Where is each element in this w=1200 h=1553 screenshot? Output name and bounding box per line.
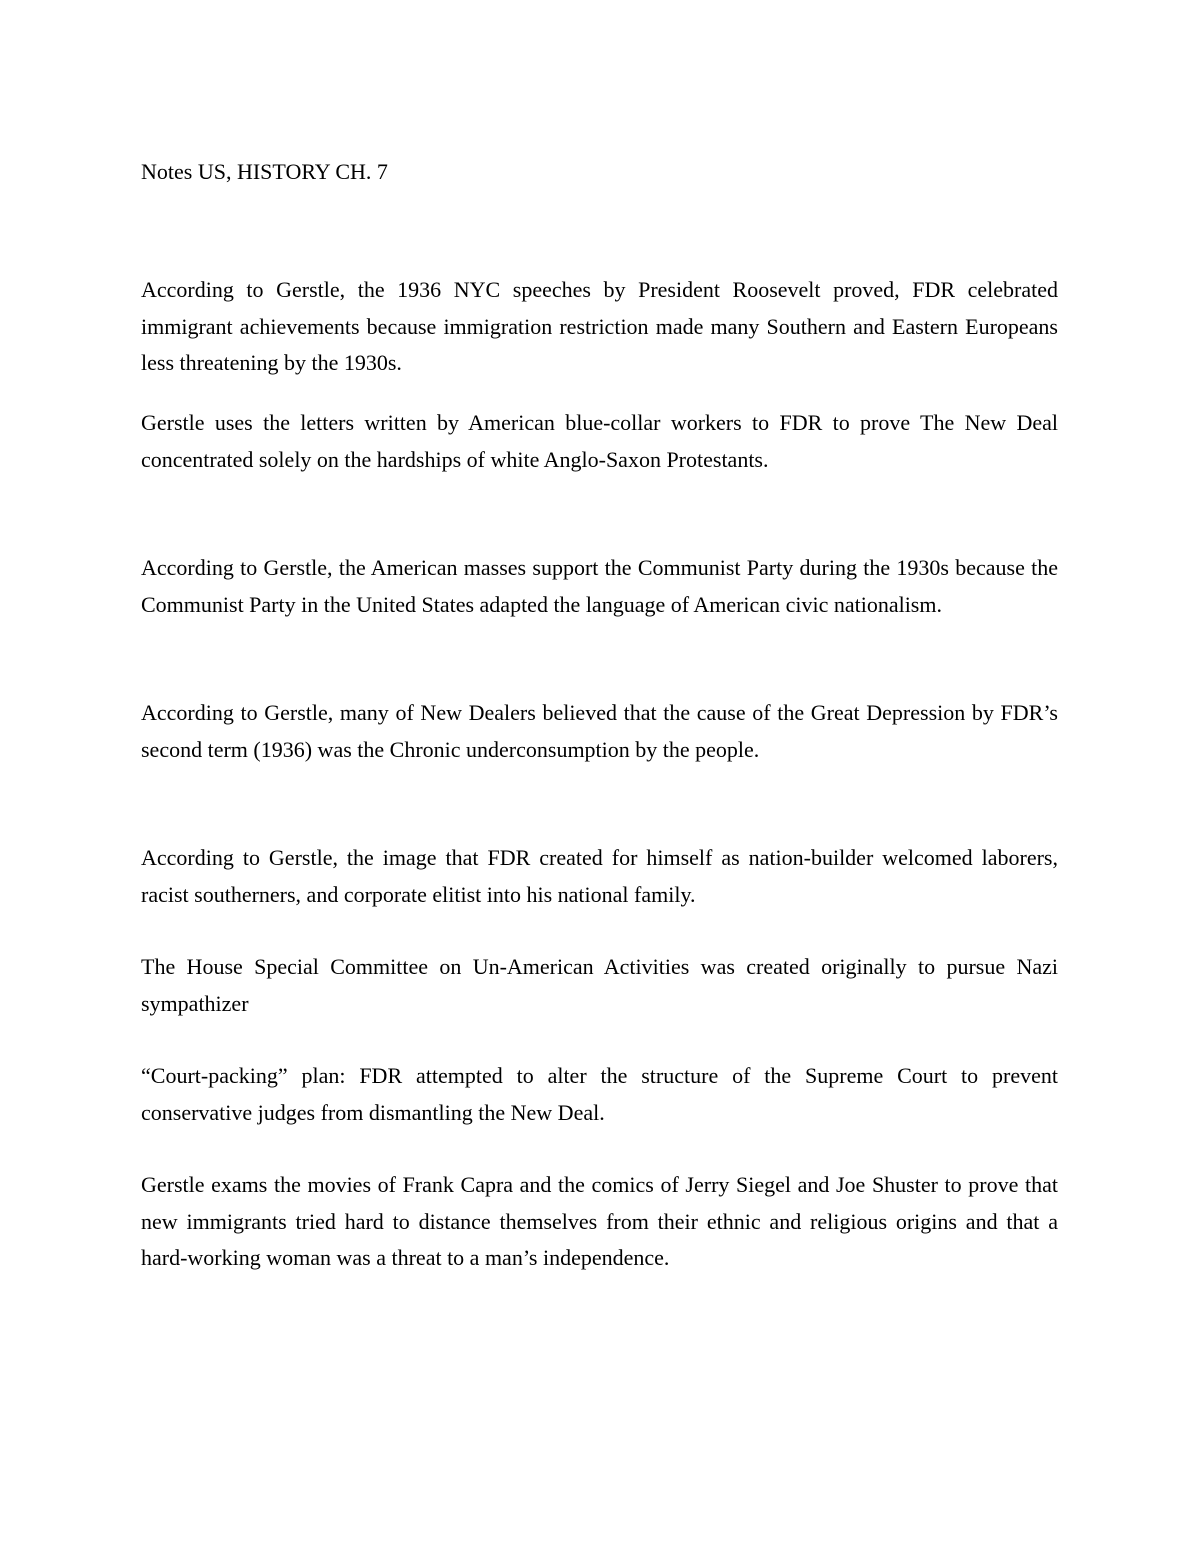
paragraph-capra-siegel: Gerstle exams the movies of Frank Capra and the comics of Jerry Siegel and Joe Shuster to prove that new immigrants tried hard to distance themselves from their ethnic and religious origins and that a hard-working woman was a threat to a man’s independence.: [141, 1172, 1058, 1270]
paragraph-nation-builder: According to Gerstle, the image that FDR created for himself as nation-builder welcomed laborers, racist southerners, and corporate elitist into his national family.: [141, 845, 1058, 907]
paragraph-blue-collar-letters: Gerstle uses the letters written by American blue-collar workers to FDR to prove The New Deal concentrated solely on the hardships of white Anglo-Saxon Protestants.: [141, 410, 1058, 472]
paragraph-roosevelt-speeches: According to Gerstle, the 1936 NYC speeches by President Roosevelt proved, FDR celebrated immigrant achievements because immigration restriction made many Southern and Eastern Europeans less threatening by the 1930s.: [141, 277, 1058, 375]
document-title: Notes US, HISTORY CH. 7: [141, 159, 388, 184]
paragraph-court-packing: “Court-packing” plan: FDR attempted to alter the structure of the Supreme Court to prevent conservative judges from dismantling the New Deal.: [141, 1063, 1058, 1125]
paragraph-huac: The House Special Committee on Un-American Activities was created originally to pursue Nazi sympathizer: [141, 954, 1058, 1016]
paragraph-great-depression: According to Gerstle, many of New Dealers believed that the cause of the Great Depression by FDR’s second term (1936) was the Chronic underconsumption by the people.: [141, 700, 1058, 762]
paragraph-communist-party: According to Gerstle, the American masses support the Communist Party during the 1930s because the Communist Party in the United States adapted the language of American civic nationalism.: [141, 555, 1058, 617]
